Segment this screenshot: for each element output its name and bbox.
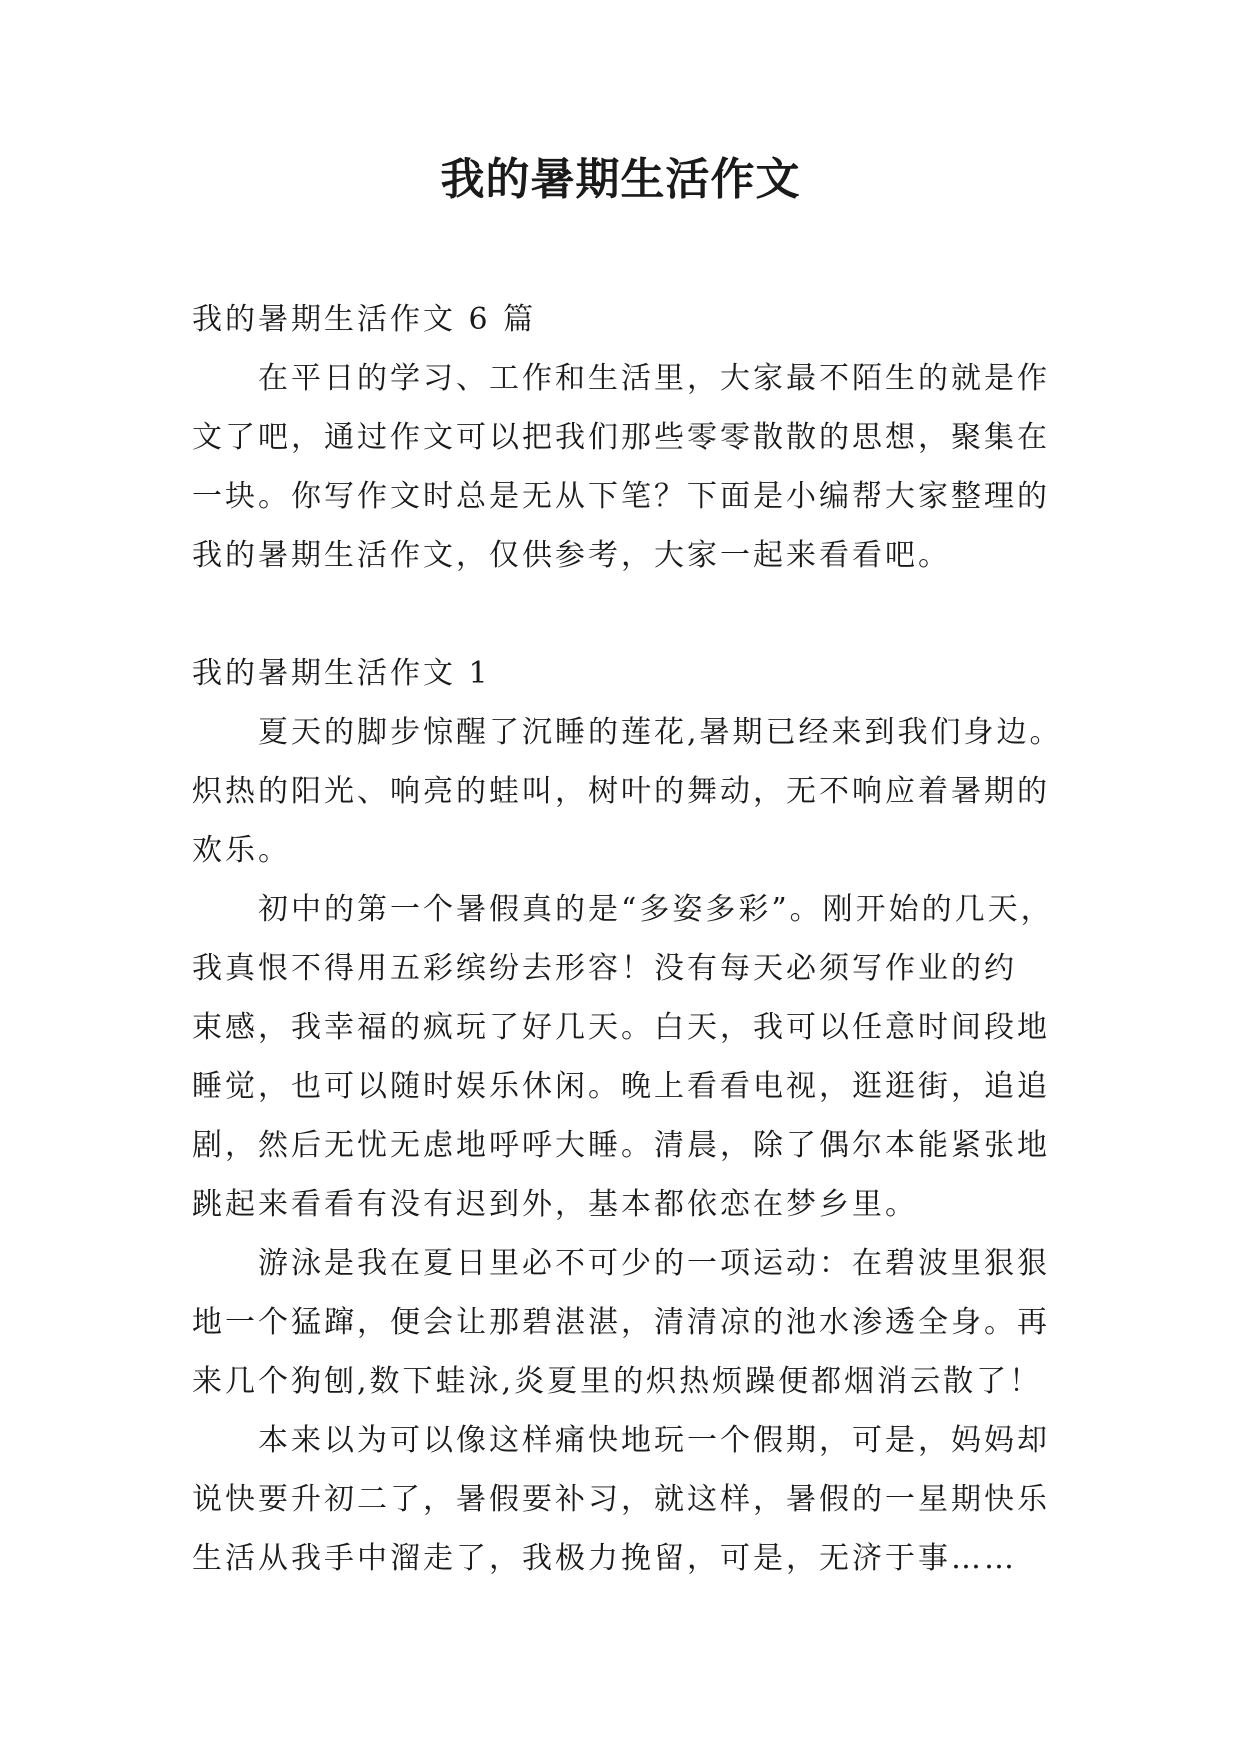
essay-paragraph-line: 生活从我手中溜走了，我极力挽留，可是，无济于事……: [192, 1541, 1017, 1576]
section-spacer: [192, 585, 1058, 644]
essay-paragraph-line: 游泳是我在夏日里必不可少的一项运动：在碧波里狠狠: [258, 1246, 1050, 1281]
essay-paragraph-line: 剧，然后无忧无虑地呼呼大睡。清晨，除了偶尔本能紧张地: [192, 1128, 1050, 1163]
essay-1-heading: 我的暑期生活作文 1: [192, 656, 491, 691]
essay-paragraph-line: 欢乐。: [192, 833, 291, 868]
document-title: 我的暑期生活作文: [440, 154, 801, 205]
essay-paragraph-line: 说快要升初二了，暑假要补习，就这样，暑假的一星期快乐: [192, 1482, 1050, 1517]
essay-paragraph-line: 初中的第一个暑假真的是“多姿多彩”。刚开始的几天，: [258, 892, 1054, 927]
essay-paragraph-line: 炽热的阳光、响亮的蛙叫，树叶的舞动，无不响应着暑期的: [192, 774, 1050, 809]
essay-paragraph-line: 睡觉，也可以随时娱乐休闲。晚上看看电视，逛逛街，追追: [192, 1069, 1050, 1104]
intro-paragraph-line: 文了吧，通过作文可以把我们那些零零散散的思想，聚集在: [192, 420, 1050, 455]
intro-paragraph-line: 我的暑期生活作文，仅供参考，大家一起来看看吧。: [192, 538, 951, 573]
essay-paragraph-line: 来几个狗刨,数下蛙泳,炎夏里的炽热烦躁便都烟消云散了！: [192, 1364, 1043, 1399]
essay-paragraph-line: 夏天的脚步惊醒了沉睡的莲花,暑期已经来到我们身边。: [258, 715, 1063, 750]
document-body: [192, 290, 1063, 1588]
intro-paragraph-line: 在平日的学习、工作和生活里，大家最不陌生的就是作: [258, 361, 1050, 396]
essay-collection-heading: 我的暑期生活作文 6 篇: [192, 302, 537, 337]
essay-paragraph-line: 束感，我幸福的疯玩了好几天。白天，我可以任意时间段地: [192, 1010, 1050, 1045]
intro-paragraph-line: 一块。你写作文时总是无从下笔？下面是小编帮大家整理的: [192, 479, 1050, 514]
essay-paragraph-line: 跳起来看看有没有迟到外，基本都依恋在梦乡里。: [192, 1187, 918, 1222]
essay-paragraph-line: 我真恨不得用五彩缤纷去形容！没有每天必须写作业的约: [192, 951, 1017, 986]
essay-paragraph-line: 地一个猛蹿，便会让那碧湛湛，清清凉的池水渗透全身。再: [192, 1305, 1050, 1340]
essay-paragraph-line: 本来以为可以像这样痛快地玩一个假期，可是，妈妈却: [258, 1423, 1050, 1458]
